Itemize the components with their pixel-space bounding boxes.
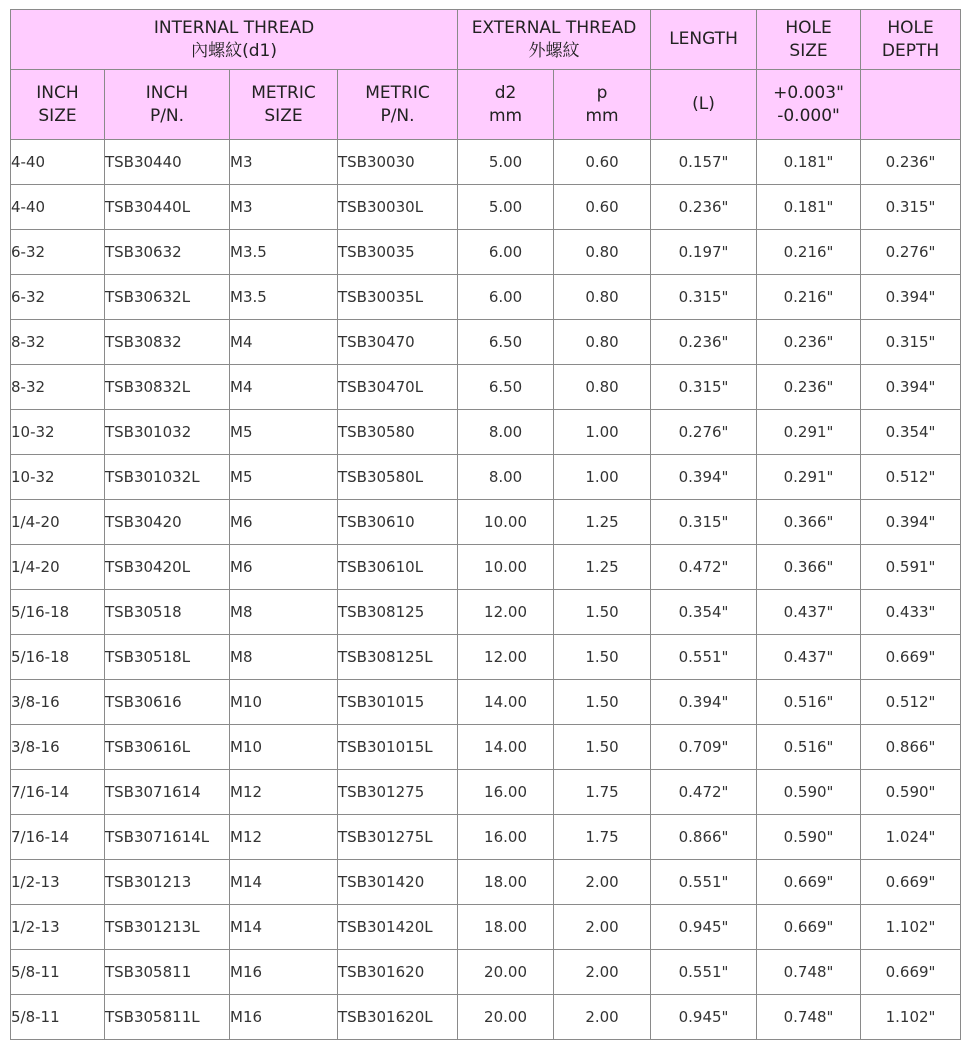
col-inch-size: INCH SIZE — [11, 70, 105, 140]
cell-inch-pn: TSB30616 — [105, 680, 230, 725]
external-thread-header: EXTERNAL THREAD 外螺紋 — [458, 10, 651, 70]
cell-d2: 5.00 — [458, 185, 554, 230]
cell-d2: 20.00 — [458, 995, 554, 1040]
cell-length: 0.709" — [651, 725, 757, 770]
cell-length: 0.551" — [651, 950, 757, 995]
cell-hole-size: 0.236" — [757, 365, 861, 410]
spec-table — [10, 9, 961, 1040]
cell-metric-pn: TSB30470 — [338, 320, 458, 365]
cell-pitch: 2.00 — [554, 950, 651, 995]
table-row — [11, 995, 961, 1040]
table-row — [11, 365, 961, 410]
cell-metric-size: M14 — [230, 860, 338, 905]
cell-length: 0.236" — [651, 185, 757, 230]
cell-pitch: 1.25 — [554, 545, 651, 590]
cell-hole-size: 0.181" — [757, 140, 861, 185]
table-row — [11, 230, 961, 275]
cell-hole-depth: 0.354" — [861, 410, 961, 455]
cell-metric-pn: TSB30580 — [338, 410, 458, 455]
length-header: LENGTH — [651, 10, 757, 70]
table-row — [11, 590, 961, 635]
cell-inch-pn: TSB30616L — [105, 725, 230, 770]
cell-hole-depth: 0.394" — [861, 275, 961, 320]
cell-metric-pn: TSB301015 — [338, 680, 458, 725]
cell-hole-size: 0.291" — [757, 455, 861, 500]
cell-metric-size: M3.5 — [230, 230, 338, 275]
cell-hole-size: 0.291" — [757, 410, 861, 455]
cell-d2: 8.00 — [458, 455, 554, 500]
cell-metric-size: M10 — [230, 680, 338, 725]
cell-inch-pn: TSB30420 — [105, 500, 230, 545]
cell-inch-size: 5/8-11 — [11, 950, 105, 995]
cell-length: 0.315" — [651, 365, 757, 410]
cell-inch-pn: TSB3071614 — [105, 770, 230, 815]
cell-inch-size: 5/8-11 — [11, 995, 105, 1040]
cell-length: 0.236" — [651, 320, 757, 365]
hole-depth-header: HOLE DEPTH — [861, 10, 961, 70]
table-row — [11, 815, 961, 860]
cell-inch-pn: TSB305811L — [105, 995, 230, 1040]
cell-length: 0.197" — [651, 230, 757, 275]
cell-d2: 6.50 — [458, 320, 554, 365]
cell-hole-depth: 0.669" — [861, 860, 961, 905]
cell-metric-pn: TSB301015L — [338, 725, 458, 770]
cell-d2: 12.00 — [458, 590, 554, 635]
cell-pitch: 1.50 — [554, 725, 651, 770]
cell-hole-size: 0.437" — [757, 635, 861, 680]
cell-length: 0.866" — [651, 815, 757, 860]
cell-d2: 12.00 — [458, 635, 554, 680]
cell-pitch: 1.50 — [554, 680, 651, 725]
cell-hole-depth: 0.591" — [861, 545, 961, 590]
cell-hole-depth: 0.315" — [861, 320, 961, 365]
cell-metric-size: M16 — [230, 995, 338, 1040]
cell-hole-size: 0.590" — [757, 770, 861, 815]
cell-length: 0.472" — [651, 770, 757, 815]
cell-metric-size: M3.5 — [230, 275, 338, 320]
cell-pitch: 2.00 — [554, 995, 651, 1040]
cell-inch-size: 8-32 — [11, 365, 105, 410]
table-row — [11, 860, 961, 905]
table-row — [11, 725, 961, 770]
cell-metric-pn: TSB30030L — [338, 185, 458, 230]
cell-metric-size: M3 — [230, 185, 338, 230]
table-row — [11, 320, 961, 365]
cell-hole-depth: 0.866" — [861, 725, 961, 770]
cell-metric-size: M4 — [230, 320, 338, 365]
cell-inch-size: 6-32 — [11, 275, 105, 320]
col-d2: d2 mm — [458, 70, 554, 140]
cell-pitch: 0.80 — [554, 365, 651, 410]
cell-d2: 6.00 — [458, 230, 554, 275]
cell-pitch: 1.50 — [554, 635, 651, 680]
cell-inch-size: 5/16-18 — [11, 635, 105, 680]
cell-pitch: 1.00 — [554, 455, 651, 500]
cell-inch-size: 4-40 — [11, 185, 105, 230]
table-row — [11, 275, 961, 320]
cell-d2: 10.00 — [458, 545, 554, 590]
cell-hole-size: 0.748" — [757, 950, 861, 995]
cell-inch-pn: TSB30518L — [105, 635, 230, 680]
cell-metric-size: M6 — [230, 500, 338, 545]
cell-hole-depth: 0.590" — [861, 770, 961, 815]
cell-pitch: 2.00 — [554, 905, 651, 950]
cell-hole-size: 0.366" — [757, 545, 861, 590]
cell-inch-size: 7/16-14 — [11, 815, 105, 860]
cell-length: 0.394" — [651, 455, 757, 500]
cell-hole-size: 0.516" — [757, 725, 861, 770]
cell-inch-pn: TSB301032L — [105, 455, 230, 500]
cell-length: 0.276" — [651, 410, 757, 455]
cell-metric-size: M3 — [230, 140, 338, 185]
column-header-row — [11, 70, 961, 140]
cell-length: 0.354" — [651, 590, 757, 635]
col-pitch: p mm — [554, 70, 651, 140]
cell-d2: 18.00 — [458, 905, 554, 950]
cell-metric-pn: TSB301420 — [338, 860, 458, 905]
cell-pitch: 0.80 — [554, 320, 651, 365]
table-row — [11, 185, 961, 230]
cell-inch-pn: TSB30440 — [105, 140, 230, 185]
cell-inch-pn: TSB305811 — [105, 950, 230, 995]
cell-inch-pn: TSB301213L — [105, 905, 230, 950]
cell-hole-depth: 0.276" — [861, 230, 961, 275]
table-row — [11, 680, 961, 725]
internal-thread-header: INTERNAL THREAD 內螺紋(d1) — [11, 10, 458, 70]
cell-metric-pn: TSB308125 — [338, 590, 458, 635]
cell-hole-depth: 0.669" — [861, 635, 961, 680]
table-row — [11, 905, 961, 950]
cell-inch-size: 5/16-18 — [11, 590, 105, 635]
cell-metric-size: M5 — [230, 410, 338, 455]
cell-hole-size: 0.236" — [757, 320, 861, 365]
cell-metric-pn: TSB301620L — [338, 995, 458, 1040]
hole-size-header: HOLE SIZE — [757, 10, 861, 70]
table-row — [11, 140, 961, 185]
cell-hole-depth: 0.669" — [861, 950, 961, 995]
cell-hole-size: 0.437" — [757, 590, 861, 635]
cell-d2: 16.00 — [458, 770, 554, 815]
cell-inch-pn: TSB30832 — [105, 320, 230, 365]
cell-hole-size: 0.590" — [757, 815, 861, 860]
cell-inch-size: 6-32 — [11, 230, 105, 275]
cell-hole-size: 0.669" — [757, 905, 861, 950]
table-row — [11, 500, 961, 545]
cell-pitch: 0.80 — [554, 275, 651, 320]
cell-inch-size: 1/2-13 — [11, 860, 105, 905]
col-length: (L) — [651, 70, 757, 140]
cell-inch-size: 3/8-16 — [11, 680, 105, 725]
cell-d2: 8.00 — [458, 410, 554, 455]
cell-hole-depth: 0.315" — [861, 185, 961, 230]
cell-metric-size: M14 — [230, 905, 338, 950]
col-metric-size: METRIC SIZE — [230, 70, 338, 140]
cell-inch-size: 4-40 — [11, 140, 105, 185]
cell-inch-size: 8-32 — [11, 320, 105, 365]
cell-hole-depth: 0.394" — [861, 500, 961, 545]
table-row — [11, 770, 961, 815]
cell-inch-size: 1/2-13 — [11, 905, 105, 950]
cell-metric-size: M6 — [230, 545, 338, 590]
cell-metric-size: M12 — [230, 815, 338, 860]
cell-pitch: 1.50 — [554, 590, 651, 635]
cell-length: 0.945" — [651, 995, 757, 1040]
cell-pitch: 0.60 — [554, 185, 651, 230]
cell-metric-size: M5 — [230, 455, 338, 500]
cell-metric-size: M16 — [230, 950, 338, 995]
cell-inch-pn: TSB30518 — [105, 590, 230, 635]
cell-inch-size: 3/8-16 — [11, 725, 105, 770]
cell-inch-pn: TSB30420L — [105, 545, 230, 590]
cell-d2: 14.00 — [458, 680, 554, 725]
cell-hole-size: 0.216" — [757, 275, 861, 320]
cell-d2: 5.00 — [458, 140, 554, 185]
cell-metric-pn: TSB308125L — [338, 635, 458, 680]
cell-hole-size: 0.366" — [757, 500, 861, 545]
cell-inch-pn: TSB301213 — [105, 860, 230, 905]
cell-d2: 20.00 — [458, 950, 554, 995]
cell-d2: 6.50 — [458, 365, 554, 410]
cell-metric-pn: TSB30610L — [338, 545, 458, 590]
table-row — [11, 455, 961, 500]
cell-metric-pn: TSB30470L — [338, 365, 458, 410]
cell-hole-size: 0.516" — [757, 680, 861, 725]
cell-inch-pn: TSB30832L — [105, 365, 230, 410]
cell-hole-size: 0.748" — [757, 995, 861, 1040]
cell-length: 0.945" — [651, 905, 757, 950]
cell-length: 0.315" — [651, 500, 757, 545]
cell-pitch: 0.60 — [554, 140, 651, 185]
cell-hole-depth: 0.394" — [861, 365, 961, 410]
cell-hole-depth: 0.236" — [861, 140, 961, 185]
cell-length: 0.472" — [651, 545, 757, 590]
cell-hole-depth: 0.512" — [861, 680, 961, 725]
cell-metric-pn: TSB30610 — [338, 500, 458, 545]
cell-d2: 16.00 — [458, 815, 554, 860]
cell-metric-size: M8 — [230, 635, 338, 680]
cell-inch-pn: TSB30440L — [105, 185, 230, 230]
cell-inch-size: 1/4-20 — [11, 545, 105, 590]
cell-inch-size: 1/4-20 — [11, 500, 105, 545]
table-body — [11, 140, 961, 1040]
cell-pitch: 1.75 — [554, 770, 651, 815]
cell-inch-pn: TSB30632 — [105, 230, 230, 275]
col-metric-pn: METRIC P/N. — [338, 70, 458, 140]
cell-hole-depth: 0.512" — [861, 455, 961, 500]
cell-hole-size: 0.669" — [757, 860, 861, 905]
cell-hole-depth: 1.024" — [861, 815, 961, 860]
table-row — [11, 950, 961, 995]
cell-metric-size: M4 — [230, 365, 338, 410]
cell-length: 0.551" — [651, 635, 757, 680]
col-inch-pn: INCH P/N. — [105, 70, 230, 140]
cell-hole-depth: 1.102" — [861, 905, 961, 950]
col-hole-tolerance: +0.003" -0.000" — [757, 70, 861, 140]
cell-hole-size: 0.216" — [757, 230, 861, 275]
cell-metric-pn: TSB30030 — [338, 140, 458, 185]
cell-pitch: 0.80 — [554, 230, 651, 275]
cell-length: 0.551" — [651, 860, 757, 905]
col-hole-depth — [861, 70, 961, 140]
cell-metric-pn: TSB30580L — [338, 455, 458, 500]
cell-pitch: 2.00 — [554, 860, 651, 905]
cell-inch-pn: TSB301032 — [105, 410, 230, 455]
cell-metric-pn: TSB30035L — [338, 275, 458, 320]
cell-metric-pn: TSB30035 — [338, 230, 458, 275]
cell-d2: 14.00 — [458, 725, 554, 770]
table-row — [11, 635, 961, 680]
group-header-row — [11, 10, 961, 70]
cell-pitch: 1.75 — [554, 815, 651, 860]
table-row — [11, 545, 961, 590]
cell-metric-pn: TSB301420L — [338, 905, 458, 950]
cell-hole-depth: 1.102" — [861, 995, 961, 1040]
cell-d2: 10.00 — [458, 500, 554, 545]
cell-metric-pn: TSB301275L — [338, 815, 458, 860]
cell-length: 0.394" — [651, 680, 757, 725]
cell-length: 0.157" — [651, 140, 757, 185]
cell-inch-size: 10-32 — [11, 455, 105, 500]
cell-metric-size: M8 — [230, 590, 338, 635]
cell-pitch: 1.25 — [554, 500, 651, 545]
cell-inch-pn: TSB3071614L — [105, 815, 230, 860]
cell-inch-size: 10-32 — [11, 410, 105, 455]
table-row — [11, 410, 961, 455]
cell-hole-depth: 0.433" — [861, 590, 961, 635]
cell-d2: 18.00 — [458, 860, 554, 905]
cell-metric-pn: TSB301275 — [338, 770, 458, 815]
cell-metric-size: M12 — [230, 770, 338, 815]
cell-pitch: 1.00 — [554, 410, 651, 455]
cell-metric-size: M10 — [230, 725, 338, 770]
cell-metric-pn: TSB301620 — [338, 950, 458, 995]
cell-d2: 6.00 — [458, 275, 554, 320]
cell-length: 0.315" — [651, 275, 757, 320]
cell-inch-pn: TSB30632L — [105, 275, 230, 320]
cell-inch-size: 7/16-14 — [11, 770, 105, 815]
cell-hole-size: 0.181" — [757, 185, 861, 230]
